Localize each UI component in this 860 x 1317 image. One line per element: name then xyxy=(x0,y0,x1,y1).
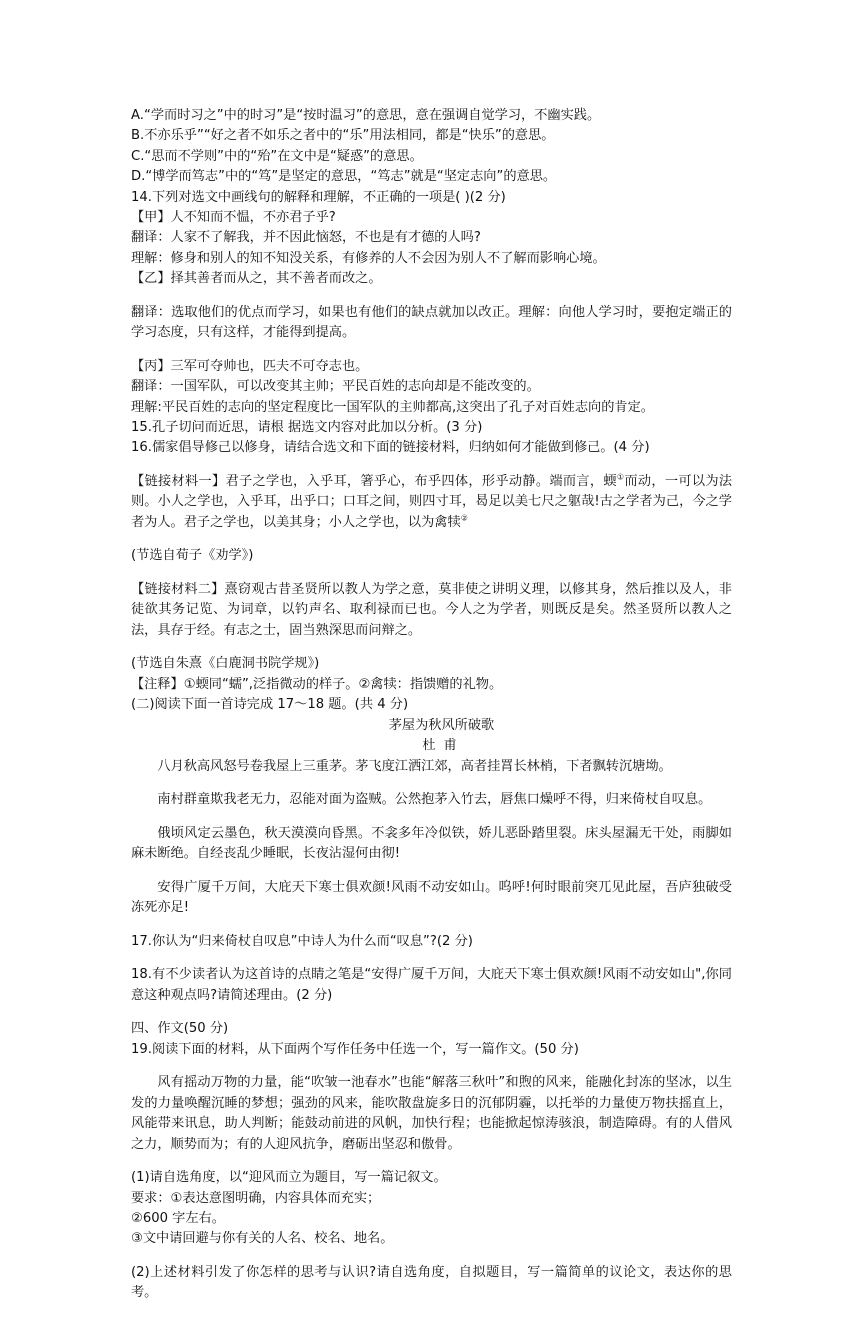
link-material-2: 【链接材料二】熹窃观古昔圣贤所以教人为学之意，莫非使之讲明义理，以修其身，然后推以及人，非徒欲其务记览、为词章，以钓声名、取利禄而已也。今人之为学者，则既反是矣。然圣贤所以教人之法，具存于经。有志之士，固当熟深思而问辩之。 xyxy=(131,582,732,638)
poem-stanza-2: 南村群童欺我老无力，忍能对面为盗贼。公然抱茅入竹去，唇焦口燥呼不得，归来倚杖自叹息。 xyxy=(157,792,712,808)
annotation-note: 【注释】①蝡同“蠕”,泛指微动的样子。②禽犊：指馈赠的礼物。 xyxy=(131,676,503,692)
section-4-heading: 四、作文(50 分) xyxy=(131,1021,229,1037)
requirement-2: ②600 字左右。 xyxy=(131,1210,225,1226)
item-yi-heading: 【乙】择其善者而从之，其不善者而改之。 xyxy=(131,271,382,287)
option-b: B.不亦乐乎”“好之者不如乐之者中的“乐”用法相同，都是“快乐”的意思。 xyxy=(131,128,555,144)
requirement-1: 要求：①表达意图明确，内容具体而充实； xyxy=(131,1190,381,1206)
writing-material: 风有摇动万物的力量，能“吹皱一池春水”也能“解落三秋叶”和煦的风来，能融化封冻的坚冰，以生发的力量唤醒沉睡的梦想；强劲的风来，能吹散盘旋多日的沉郁阴霾，以托举的力量使万物扶摇直上，风能带来讯息，助人判断；能鼓动前进的风帆，加快行程；也能掀起惊涛骇浪，制造障碍。有的人借风之力，顺势而为；有的人迎风抗争，磨砺出坚忍和傲骨。 xyxy=(131,1075,732,1152)
link-material-1-source: (节选自荀子《劝学》) xyxy=(131,548,254,564)
question-18: 18.有不少读者认为这首诗的点睛之笔是“安得广厦千万间，大庇天下寒士俱欢颜!风雨不动安如山",你同意这种观点吗?请简述理由。(2 分) xyxy=(131,967,732,1003)
item-bing-heading: 【丙】三军可夺帅也，匹夫不可夺志也。 xyxy=(131,358,369,374)
writing-task-1: (1)请自选角度，以“迎风而立为题目，写一篇记叙文。 xyxy=(131,1170,447,1186)
question-16: 16.儒家倡导修己以修身，请结合选文和下面的链接材料，归纳如何才能做到修己。(4 分) xyxy=(131,440,650,456)
link-material-1 xyxy=(131,472,732,533)
section-2-heading: (二)阅读下面一首诗完成 17～18 题。(共 4 分) xyxy=(131,697,409,713)
document-body xyxy=(131,106,732,1317)
poem-title: 茅屋为秋风所破歌 xyxy=(388,717,495,733)
link-material-1-part-b: 而动，一可以为法则。小人之学也，入乎耳，出乎口；口耳之间，则四寸耳，曷足以美七尺之躯哉!古之学者为己，今之学者为人。君子之学也，以美其身；小人之学也，以为禽犊 xyxy=(131,474,733,530)
writing-task-2: (2)上述材料引发了你怎样的思考与认识?请自选角度，自拟题目，写一篇简单的议论文，表达你的思考。 xyxy=(131,1264,732,1301)
item-bing-understanding: 理解:平民百姓的志向的坚定程度比一国军队的主帅都高,这突出了孔子对百姓志向的肯定。 xyxy=(131,399,654,415)
requirement-3: ③文中请回避与你有关的人名、校名、地名。 xyxy=(131,1231,394,1247)
footnote-marker-2: ② xyxy=(460,513,468,523)
poem-stanza-4: 安得广厦千万间，大庇天下寒士俱欢颜!风雨不动安如山。呜呼!何时眼前突兀见此屋，吾庐独破受冻死亦足! xyxy=(131,879,732,916)
item-bing-translation: 翻译：一国军队，可以改变其主帅；平民百姓的志向却是不能改变的。 xyxy=(131,379,540,395)
option-c: C.“思而不学则”中的“殆”在文中是“疑惑”的意思。 xyxy=(131,148,423,164)
question-14: 14.下列对选文中画线句的解释和理解，不正确的一项是( )(2 分) xyxy=(131,189,506,205)
link-material-1-part-a: 【链接材料一】君子之学也，入乎耳，箸乎心，布乎四体，形乎动静。端而言，蝡 xyxy=(131,474,617,490)
poem-stanza-1: 八月秋高风怒号卷我屋上三重茅。茅飞度江洒江郊，高者挂罥长林梢，下者飘转沉塘坳。 xyxy=(157,758,672,774)
question-15: 15.孔子切问而近思，请根 据选文内容对此加以分析。(3 分) xyxy=(131,420,483,436)
option-a: A.“学而时习之”中的时习”是“按时温习”的意思，意在强调自觉学习，不幽实践。 xyxy=(131,108,601,123)
link-material-2-source: (节选自朱熹《白鹿洞书院学规》) xyxy=(131,656,320,672)
footnote-marker-1: ① xyxy=(616,472,625,482)
poem-author: 杜甫 xyxy=(422,738,465,754)
question-19: 19.阅读下面的材料，从下面两个写作任务中任选一个，写一篇作文。(50 分) xyxy=(131,1041,579,1057)
option-d: D.“博学而笃志”中的“笃”是坚定的意思，“笃志”就是“坚定志向”的意思。 xyxy=(131,169,557,185)
question-17: 17.你认为“归来倚杖自叹息”中诗人为什么而“叹息”?(2 分) xyxy=(131,933,473,949)
item-jia-heading: 【甲】人不知而不愠，不亦君子乎? xyxy=(131,210,336,226)
poem-stanza-3: 俄顷风定云墨色，秋天漠漠向昏黑。不衾多年冷似铁，娇儿恶卧踏里裂。床头屋漏无干处，雨脚如麻未断绝。自经丧乱少睡眠，长夜沾湿何由彻! xyxy=(131,825,732,862)
item-jia-translation: 翻译：人家不了解我，并不因此恼怒，不也是有才德的人吗? xyxy=(131,230,481,246)
item-jia-understanding: 理解：修身和别人的知不知没关系，有修养的人不会因为别人不了解而影响心境。 xyxy=(131,250,606,266)
item-yi-translation: 翻译：选取他们的优点而学习，如果也有他们的缺点就加以改正。理解：向他人学习时，要抱定端正的学习态度，只有这样，才能得到提高。 xyxy=(131,304,732,341)
